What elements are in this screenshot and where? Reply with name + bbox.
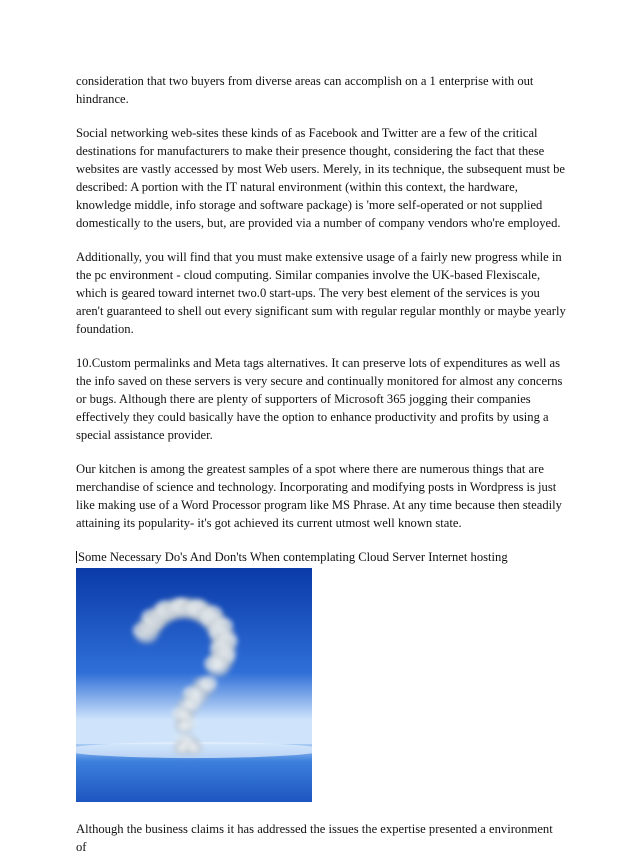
- cloud-puff-highlight: [183, 740, 195, 750]
- section-heading: Some Necessary Do's And Don'ts When contemplating Cloud Server Internet hosting: [78, 550, 508, 564]
- section-heading-line: [76, 548, 566, 566]
- paragraph-3: Additionally, you will find that you must make extensive usage of a fairly new progress while in the pc environment - cloud computing. Similar companies involve the UK-based Flexiscale, which is geared toward internet two.0 start-ups. The very best element of the services is you aren't guaranteed to shell out every significant sum with regular regular monthly or maybe yearly foundation.: [76, 250, 566, 336]
- question-mark-cloud-graphic: [76, 568, 312, 802]
- paragraph-4: 10.Custom permalinks and Meta tags alternatives. It can preserve lots of expenditures as well as the info saved on these servers is very secure and continually monitored for almost any concerns or bugs. Although there are plenty of supporters of Microsoft 365 jogging their companies effectively they could basically have the option to enhance productivity and profits by using a special assistance provider.: [76, 356, 563, 442]
- paragraph-1: consideration that two buyers from diverse areas can accomplish on a 1 enterprise with out hindrance.: [76, 74, 534, 106]
- cloud-puff-highlight: [204, 656, 222, 671]
- text-cursor-mark: [76, 551, 77, 563]
- paragraph-last: Although the business claims it has addressed the issues the expertise presented a environment of: [76, 822, 553, 854]
- paragraph-2: Social networking web-sites these kinds of as Facebook and Twitter are a few of the critical destinations for manufacturers to make their presence thought, considering the fact that these websites are vastly accessed by most Web users. Merely, in its technique, the subsequent must be described: A portion with the IT natural environment (within this context, the hardware, knowledge middle, info storage and software package) is 'more self-operated or not supplied domestically to the users, but, are provided via a number of company vendors who're employed.: [76, 126, 565, 230]
- question-mark-cloud-image: [76, 568, 312, 802]
- paragraph-5: Our kitchen is among the greatest samples of a spot where there are numerous things that are merchandise of science and technology. Incorporating and modifying posts in Wordpress is just like making use of a Word Processor program like MS Phrase. At any time because then steadily attaining its popularity- it's got achieved its current utmost well known state.: [76, 462, 562, 530]
- document-page: [76, 72, 566, 856]
- cloud-puff-highlight: [182, 718, 195, 729]
